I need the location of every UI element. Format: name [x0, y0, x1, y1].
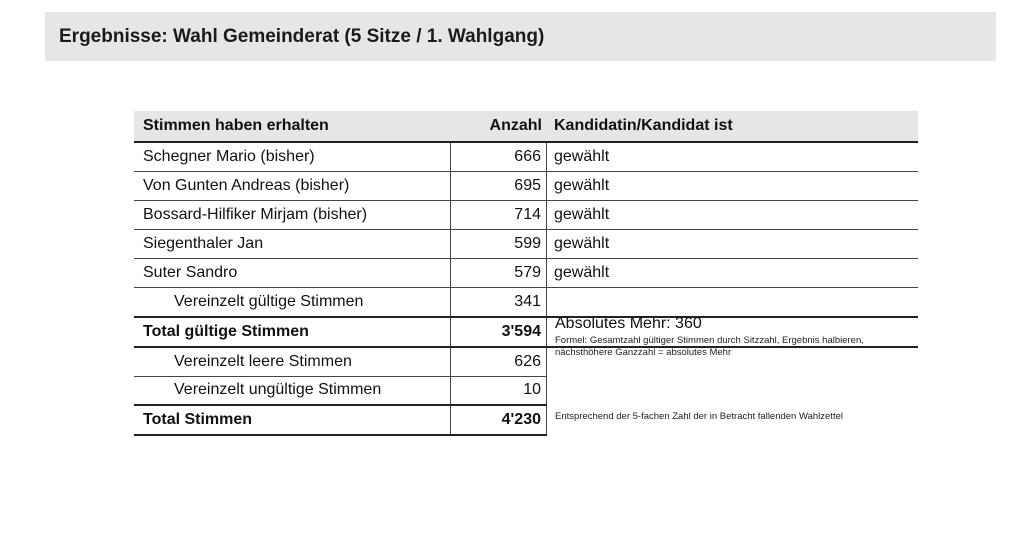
candidate-name: Suter Sandro — [143, 264, 238, 281]
row-value: 4'230 — [501, 411, 541, 428]
table-row — [134, 230, 918, 259]
row-label: Vereinzelt gültige Stimmen — [174, 293, 364, 310]
row-label: Vereinzelt leere Stimmen — [174, 353, 352, 370]
table-row — [134, 143, 918, 172]
table-row — [134, 172, 918, 201]
header-count: Anzahl — [489, 117, 542, 134]
candidate-status: gewählt — [554, 264, 610, 281]
row-label: Total Stimmen — [143, 411, 253, 428]
candidate-name: Siegenthaler Jan — [143, 235, 264, 252]
candidate-votes: 666 — [514, 148, 541, 165]
formel-note: Formel: Gesamtzahl gültiger Stimmen durch Sitzzahl, Ergebnis halbieren, nächsthöhere Ganzzahl = absolutes Mehr — [555, 335, 864, 358]
row-value: 341 — [514, 293, 541, 310]
table-row — [134, 201, 918, 230]
candidate-status: gewählt — [554, 177, 610, 194]
candidate-status: gewählt — [554, 148, 610, 165]
table-header — [134, 111, 918, 143]
header-name: Stimmen haben erhalten — [143, 117, 329, 134]
absolutes-mehr-note: Absolutes Mehr: 360 — [555, 315, 702, 332]
candidate-votes: 599 — [514, 235, 541, 252]
row-value: 10 — [523, 381, 541, 398]
title-bar — [45, 12, 996, 61]
page-title: Ergebnisse: Wahl Gemeinderat (5 Sitze / 1. Wahlgang) — [59, 26, 545, 47]
candidate-votes: 579 — [514, 264, 541, 281]
candidate-status: gewählt — [554, 235, 610, 252]
results-table — [134, 111, 918, 436]
candidate-status: gewählt — [554, 206, 610, 223]
row-label: Total gültige Stimmen — [143, 323, 309, 340]
table-row-total-stimmen — [134, 404, 547, 436]
table-row-vereinzelt-gueltig — [134, 288, 918, 316]
candidate-name: Schegner Mario (bisher) — [143, 148, 315, 165]
wahlzettel-note: Entsprechend der 5-fachen Zahl der in Betracht fallenden Wahlzettel — [555, 411, 843, 422]
candidate-name: Bossard-Hilfiker Mirjam (bisher) — [143, 206, 368, 223]
candidate-name: Von Gunten Andreas (bisher) — [143, 177, 350, 194]
candidate-votes: 714 — [514, 206, 541, 223]
row-value: 626 — [514, 353, 541, 370]
candidate-votes: 695 — [514, 177, 541, 194]
table-row — [134, 259, 918, 288]
row-value: 3'594 — [501, 323, 541, 340]
row-label: Vereinzelt ungültige Stimmen — [174, 381, 382, 398]
table-row-vereinzelt-ungueltig — [134, 376, 918, 404]
header-status: Kandidatin/Kandidat ist — [554, 117, 733, 134]
